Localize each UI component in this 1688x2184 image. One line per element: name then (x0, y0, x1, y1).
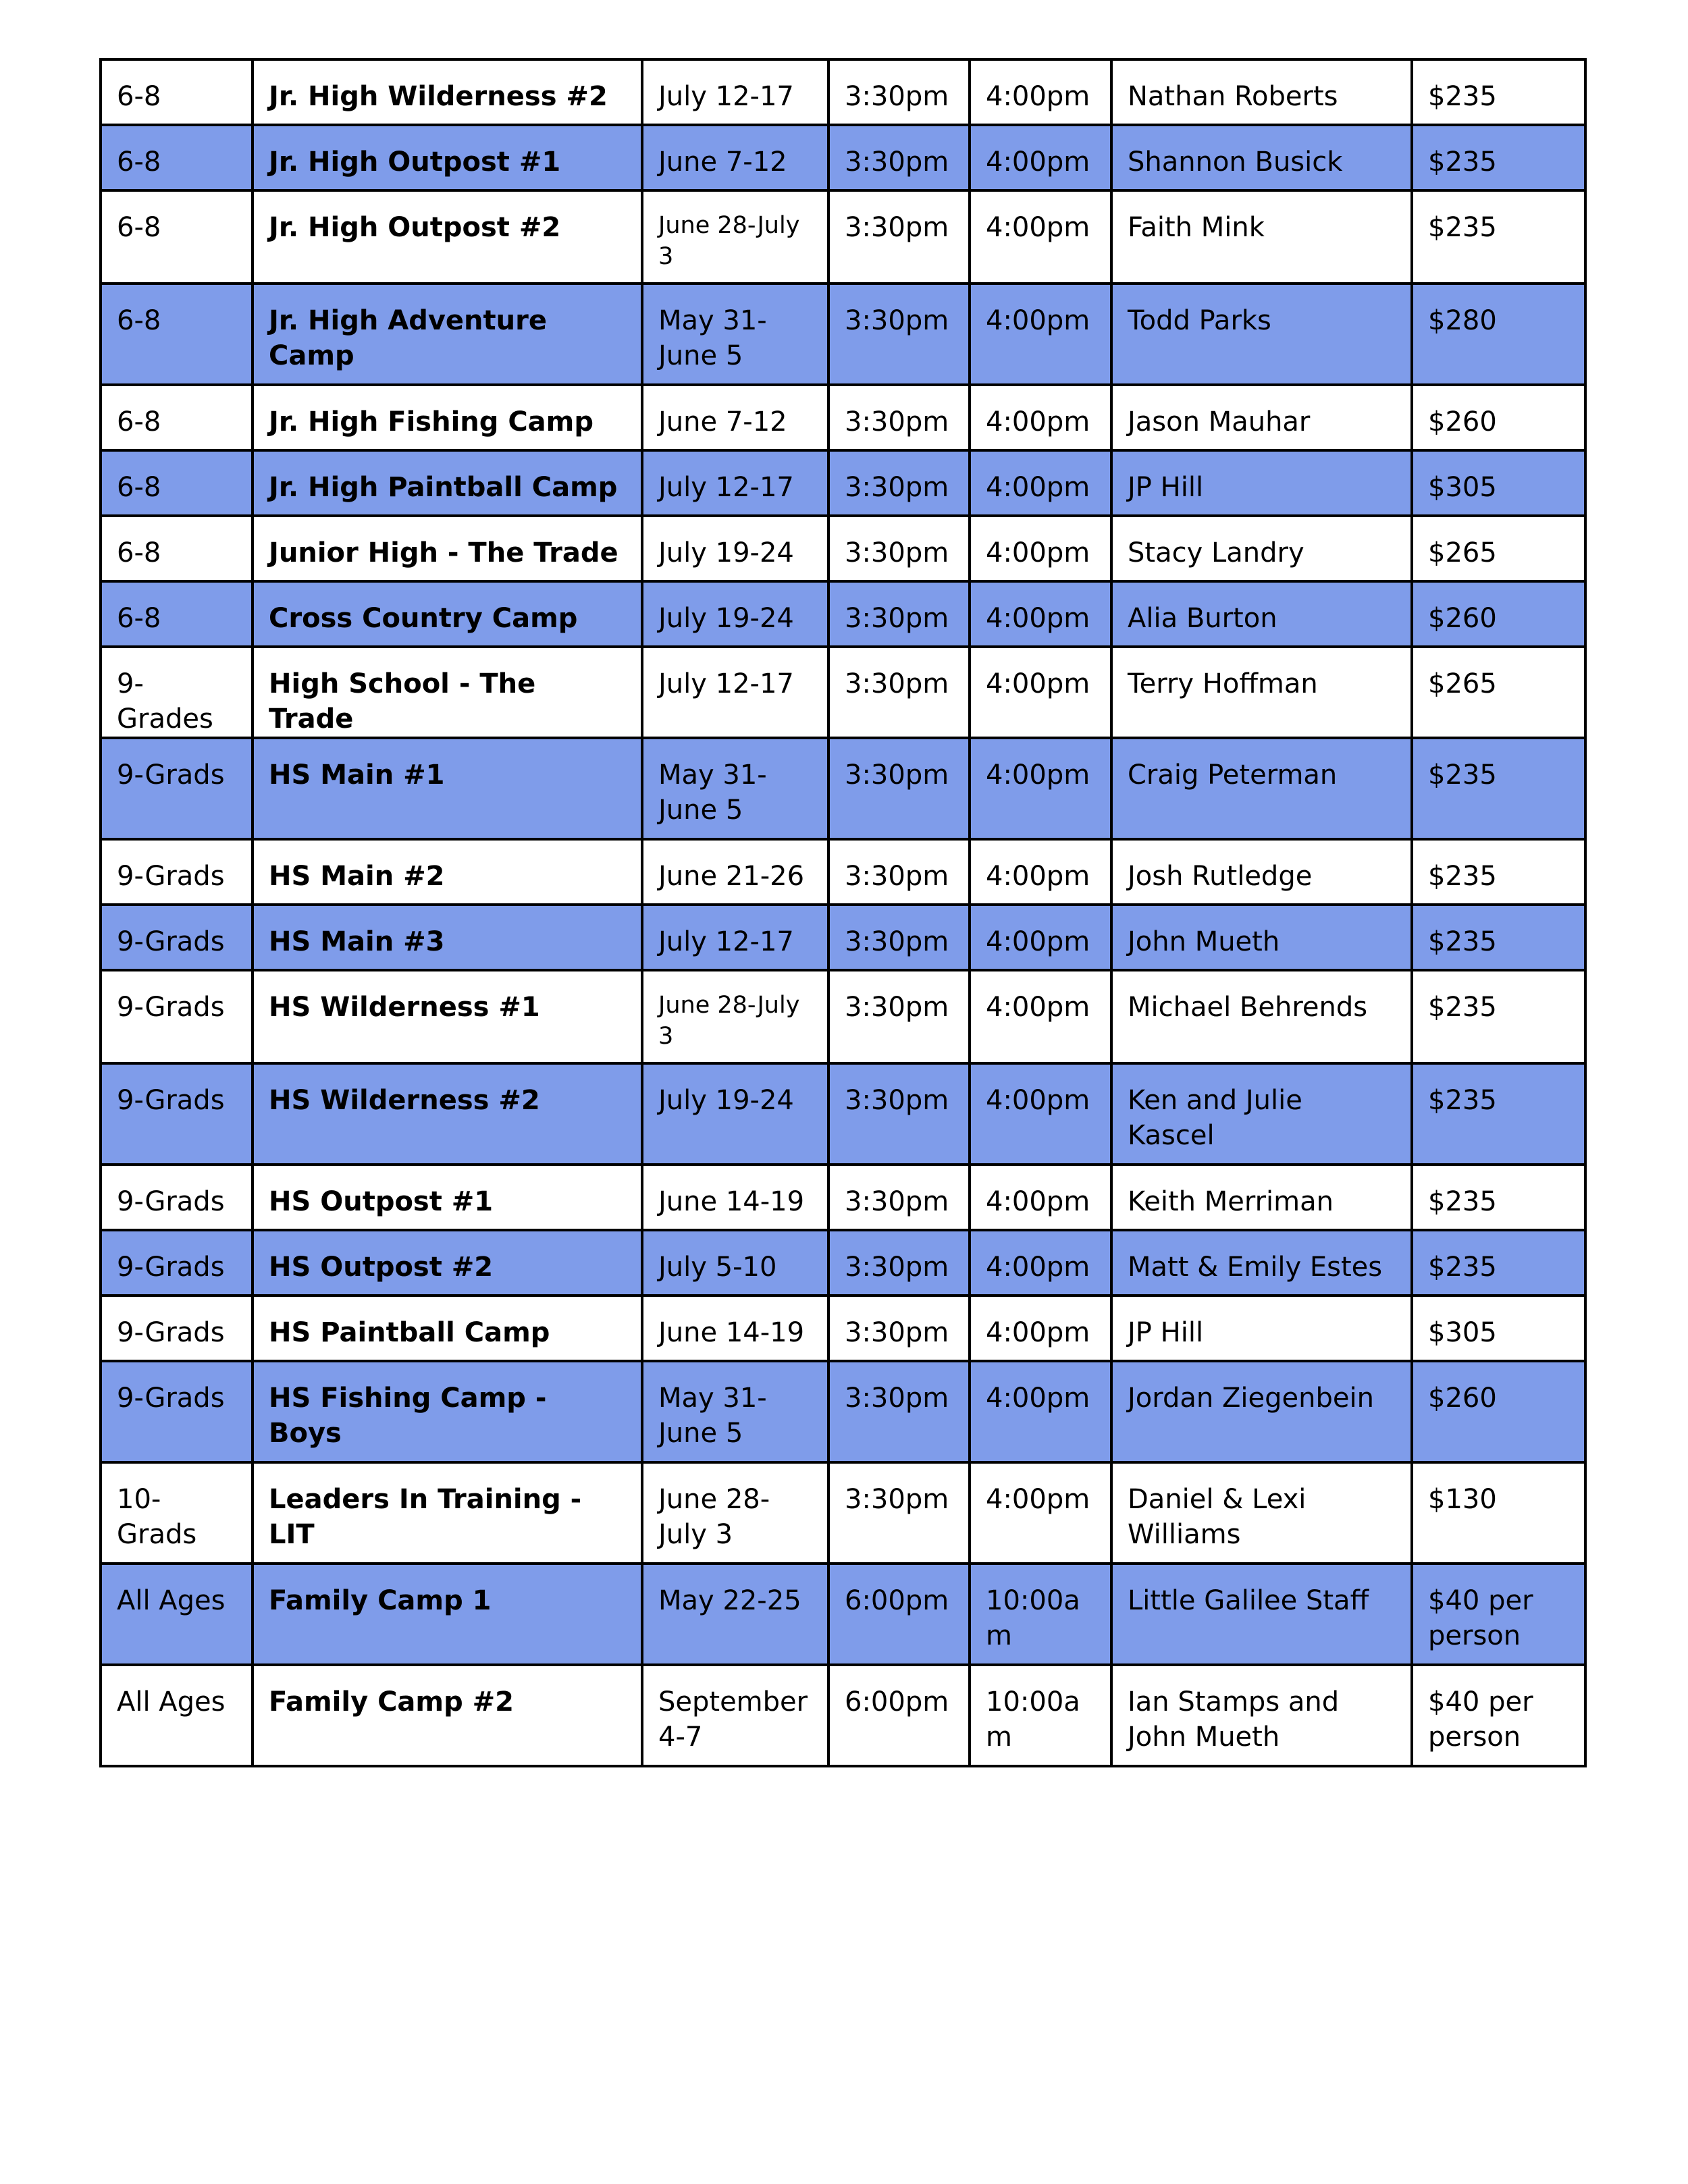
table-row (101, 1296, 1585, 1361)
check-out-cell: 4:00pm (970, 385, 1111, 450)
check-in-cell: 3:30pm (828, 125, 970, 190)
check-in-cell: 3:30pm (828, 1063, 970, 1165)
director-cell: Michael Behrends (1111, 970, 1412, 1063)
dates-cell: July 12-17 (642, 647, 828, 738)
check-out-cell: 4:00pm (970, 1296, 1111, 1361)
cost-cell: $40 per person (1412, 1665, 1585, 1766)
grades-cell: 9-Grads (101, 970, 253, 1063)
camp-name-cell: Family Camp #2 (253, 1665, 642, 1766)
table-row (101, 385, 1585, 450)
table-row (101, 125, 1585, 190)
grades-cell: 6-8 (101, 59, 253, 125)
check-out-cell: 4:00pm (970, 647, 1111, 738)
grades-cell: 9-Grads (101, 839, 253, 905)
cost-cell: $305 (1412, 450, 1585, 516)
check-in-cell: 6:00pm (828, 1564, 970, 1665)
director-cell: Daniel & Lexi Williams (1111, 1462, 1412, 1564)
dates-cell: July 12-17 (642, 905, 828, 970)
table-row (101, 516, 1585, 581)
check-in-cell: 3:30pm (828, 385, 970, 450)
check-out-cell: 4:00pm (970, 59, 1111, 125)
check-out-cell: 4:00pm (970, 1361, 1111, 1462)
director-cell: Jordan Ziegenbein (1111, 1361, 1412, 1462)
dates-cell: July 19-24 (642, 1063, 828, 1165)
check-out-cell: 4:00pm (970, 450, 1111, 516)
cost-cell: $280 (1412, 284, 1585, 385)
dates-cell: June 7-12 (642, 385, 828, 450)
dates-cell: May 31-June 5 (642, 284, 828, 385)
dates-cell: July 5-10 (642, 1230, 828, 1296)
check-out-cell: 4:00pm (970, 284, 1111, 385)
check-out-cell: 4:00pm (970, 1165, 1111, 1230)
dates-cell: July 19-24 (642, 516, 828, 581)
grades-cell: 9-Grads (101, 1296, 253, 1361)
dates-cell: May 31-June 5 (642, 1361, 828, 1462)
camp-name-cell: Family Camp 1 (253, 1564, 642, 1665)
check-out-cell: 10:00am (970, 1665, 1111, 1766)
dates-cell: May 31-June 5 (642, 738, 828, 839)
camp-name-cell: Cross Country Camp (253, 581, 642, 647)
table-row (101, 1165, 1585, 1230)
table-row (101, 190, 1585, 284)
check-in-cell: 3:30pm (828, 59, 970, 125)
camp-name-cell: Jr. High Fishing Camp (253, 385, 642, 450)
table-row (101, 1063, 1585, 1165)
cost-cell: $235 (1412, 905, 1585, 970)
table-row (101, 1665, 1585, 1766)
cost-cell: $235 (1412, 839, 1585, 905)
cost-cell: $235 (1412, 190, 1585, 284)
check-out-cell: 4:00pm (970, 839, 1111, 905)
grades-cell: 6-8 (101, 385, 253, 450)
dates-cell: June 21-26 (642, 839, 828, 905)
director-cell: Alia Burton (1111, 581, 1412, 647)
cost-cell: $260 (1412, 385, 1585, 450)
check-out-cell: 4:00pm (970, 905, 1111, 970)
camp-name-cell: High School - The Trade (253, 647, 642, 738)
camp-name-cell: Jr. High Paintball Camp (253, 450, 642, 516)
director-cell: Little Galilee Staff (1111, 1564, 1412, 1665)
director-cell: JP Hill (1111, 1296, 1412, 1361)
check-in-cell: 3:30pm (828, 516, 970, 581)
camp-name-cell: HS Outpost #2 (253, 1230, 642, 1296)
dates-cell: June 14-19 (642, 1165, 828, 1230)
table-row (101, 581, 1585, 647)
check-in-cell: 3:30pm (828, 905, 970, 970)
check-out-cell: 4:00pm (970, 1063, 1111, 1165)
director-cell: Matt & Emily Estes (1111, 1230, 1412, 1296)
grades-cell: 9-Grads (101, 1063, 253, 1165)
camp-name-cell: HS Paintball Camp (253, 1296, 642, 1361)
dates-cell: September 4-7 (642, 1665, 828, 1766)
grades-cell: 6-8 (101, 581, 253, 647)
director-cell: JP Hill (1111, 450, 1412, 516)
grades-cell: 6-8 (101, 450, 253, 516)
cost-cell: $235 (1412, 125, 1585, 190)
grades-cell: All Ages (101, 1564, 253, 1665)
camp-name-cell: Jr. High Adventure Camp (253, 284, 642, 385)
dates-cell: June 28-July 3 (642, 970, 828, 1063)
director-cell: Ken and Julie Kascel (1111, 1063, 1412, 1165)
check-out-cell: 4:00pm (970, 1462, 1111, 1564)
dates-cell: July 12-17 (642, 450, 828, 516)
dates-cell: June 28-July 3 (642, 190, 828, 284)
check-out-cell: 4:00pm (970, 581, 1111, 647)
grades-cell: 9-Grades (101, 647, 253, 738)
check-out-cell: 4:00pm (970, 516, 1111, 581)
camp-name-cell: Jr. High Outpost #1 (253, 125, 642, 190)
director-cell: Faith Mink (1111, 190, 1412, 284)
dates-cell: June 7-12 (642, 125, 828, 190)
table-row (101, 59, 1585, 125)
grades-cell: 10-Grads (101, 1462, 253, 1564)
cost-cell: $40 per person (1412, 1564, 1585, 1665)
grades-cell: 9-Grads (101, 738, 253, 839)
table-row (101, 450, 1585, 516)
cost-cell: $235 (1412, 970, 1585, 1063)
cost-cell: $260 (1412, 1361, 1585, 1462)
table-row (101, 905, 1585, 970)
dates-cell: July 19-24 (642, 581, 828, 647)
check-in-cell: 3:30pm (828, 1165, 970, 1230)
camp-name-cell: Jr. High Outpost #2 (253, 190, 642, 284)
check-in-cell: 3:30pm (828, 738, 970, 839)
camp-name-cell: HS Main #1 (253, 738, 642, 839)
dates-cell: July 12-17 (642, 59, 828, 125)
dates-cell: June 14-19 (642, 1296, 828, 1361)
table-row (101, 839, 1585, 905)
camp-name-cell: HS Wilderness #1 (253, 970, 642, 1063)
check-in-cell: 3:30pm (828, 581, 970, 647)
check-out-cell: 4:00pm (970, 190, 1111, 284)
director-cell: Shannon Busick (1111, 125, 1412, 190)
director-cell: Craig Peterman (1111, 738, 1412, 839)
table-row (101, 1462, 1585, 1564)
check-in-cell: 3:30pm (828, 647, 970, 738)
camp-name-cell: HS Fishing Camp - Boys (253, 1361, 642, 1462)
director-cell: Stacy Landry (1111, 516, 1412, 581)
camp-name-cell: HS Main #3 (253, 905, 642, 970)
grades-cell: 6-8 (101, 516, 253, 581)
check-in-cell: 3:30pm (828, 1230, 970, 1296)
grades-cell: 6-8 (101, 125, 253, 190)
dates-cell: May 22-25 (642, 1564, 828, 1665)
director-cell: Todd Parks (1111, 284, 1412, 385)
cost-cell: $235 (1412, 59, 1585, 125)
cost-cell: $235 (1412, 1165, 1585, 1230)
check-in-cell: 3:30pm (828, 839, 970, 905)
camp-name-cell: Leaders In Training - LIT (253, 1462, 642, 1564)
camp-name-cell: Jr. High Wilderness #2 (253, 59, 642, 125)
director-cell: Terry Hoffman (1111, 647, 1412, 738)
grades-cell: 9-Grads (101, 1165, 253, 1230)
camp-name-cell: HS Main #2 (253, 839, 642, 905)
check-in-cell: 3:30pm (828, 190, 970, 284)
table-row (101, 970, 1585, 1063)
table-row (101, 1564, 1585, 1665)
check-in-cell: 6:00pm (828, 1665, 970, 1766)
check-out-cell: 4:00pm (970, 738, 1111, 839)
check-out-cell: 4:00pm (970, 970, 1111, 1063)
director-cell: Keith Merriman (1111, 1165, 1412, 1230)
cost-cell: $235 (1412, 1063, 1585, 1165)
check-out-cell: 4:00pm (970, 1230, 1111, 1296)
camp-schedule-table (99, 58, 1587, 1767)
check-in-cell: 3:30pm (828, 450, 970, 516)
table-row (101, 738, 1585, 839)
grades-cell: All Ages (101, 1665, 253, 1766)
grades-cell: 6-8 (101, 190, 253, 284)
cost-cell: $265 (1412, 516, 1585, 581)
cost-cell: $235 (1412, 1230, 1585, 1296)
check-out-cell: 10:00am (970, 1564, 1111, 1665)
check-in-cell: 3:30pm (828, 1361, 970, 1462)
check-out-cell: 4:00pm (970, 125, 1111, 190)
cost-cell: $260 (1412, 581, 1585, 647)
camp-name-cell: HS Outpost #1 (253, 1165, 642, 1230)
table-row (101, 284, 1585, 385)
check-in-cell: 3:30pm (828, 1462, 970, 1564)
cost-cell: $130 (1412, 1462, 1585, 1564)
check-in-cell: 3:30pm (828, 284, 970, 385)
director-cell: John Mueth (1111, 905, 1412, 970)
check-in-cell: 3:30pm (828, 1296, 970, 1361)
grades-cell: 9-Grads (101, 1361, 253, 1462)
table-row (101, 1361, 1585, 1462)
director-cell: Nathan Roberts (1111, 59, 1412, 125)
cost-cell: $305 (1412, 1296, 1585, 1361)
camp-name-cell: Junior High - The Trade (253, 516, 642, 581)
grades-cell: 9-Grads (101, 905, 253, 970)
table-row (101, 1230, 1585, 1296)
cost-cell: $235 (1412, 738, 1585, 839)
table-row (101, 647, 1585, 738)
cost-cell: $265 (1412, 647, 1585, 738)
director-cell: Jason Mauhar (1111, 385, 1412, 450)
director-cell: Ian Stamps and John Mueth (1111, 1665, 1412, 1766)
camp-name-cell: HS Wilderness #2 (253, 1063, 642, 1165)
check-in-cell: 3:30pm (828, 970, 970, 1063)
dates-cell: June 28-July 3 (642, 1462, 828, 1564)
grades-cell: 6-8 (101, 284, 253, 385)
grades-cell: 9-Grads (101, 1230, 253, 1296)
director-cell: Josh Rutledge (1111, 839, 1412, 905)
